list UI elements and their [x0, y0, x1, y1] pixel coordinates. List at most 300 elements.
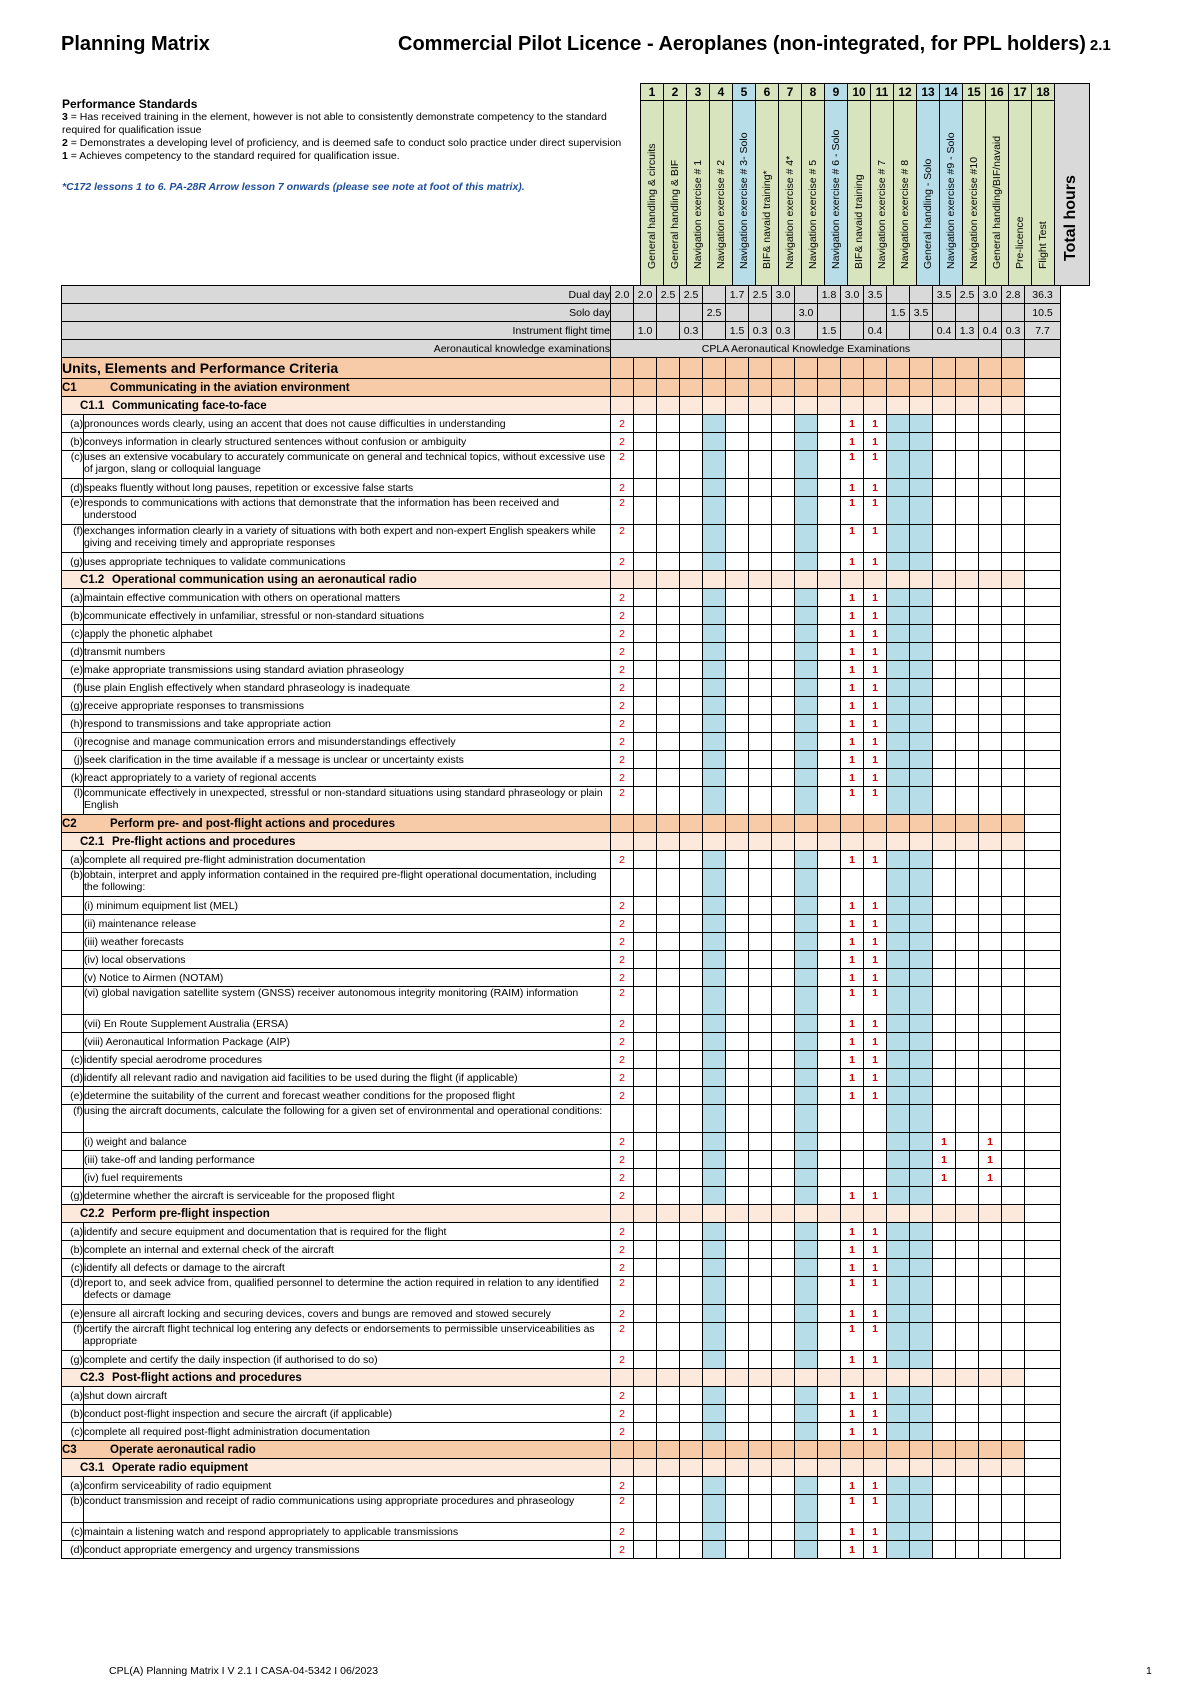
mark-cell: [1002, 1015, 1025, 1033]
performance-mark: 1: [841, 1323, 864, 1351]
mark-cell: [933, 625, 956, 643]
mark-cell: [634, 451, 657, 479]
mark-cell: [772, 1187, 795, 1205]
mark-cell: [703, 553, 726, 571]
performance-mark: 2: [611, 851, 634, 869]
mark-cell: [726, 415, 749, 433]
performance-mark: 2: [611, 643, 634, 661]
mark-cell: [680, 1541, 703, 1559]
criteria-code: (c): [62, 1051, 84, 1069]
mark-cell: [657, 679, 680, 697]
mark-cell: [979, 1305, 1002, 1323]
mark-cell: [887, 1477, 910, 1495]
cell: [749, 1369, 772, 1387]
mark-cell: [703, 1087, 726, 1105]
mark-cell: [956, 851, 979, 869]
mark-cell: [680, 1259, 703, 1277]
hours-value: 3.0: [772, 286, 795, 304]
mark-cell: [933, 1015, 956, 1033]
performance-mark: 2: [611, 1241, 634, 1259]
mark-cell: [933, 497, 956, 525]
mark-cell: [864, 1169, 887, 1187]
lesson-number: 4: [709, 83, 733, 101]
mark-cell: [933, 1477, 956, 1495]
performance-mark: 1: [864, 497, 887, 525]
mark-cell: [749, 1151, 772, 1169]
cell: [680, 1441, 703, 1459]
mark-cell: [680, 951, 703, 969]
performance-mark: 1: [864, 415, 887, 433]
performance-mark: 1: [841, 433, 864, 451]
mark-cell: [657, 497, 680, 525]
mark-cell: [956, 589, 979, 607]
lesson-number: 14: [939, 83, 963, 101]
criteria-code: [62, 987, 84, 1015]
mark-cell: [979, 769, 1002, 787]
criteria-row: [62, 1351, 1061, 1369]
criteria-row: [62, 1277, 1061, 1305]
unit-row: [62, 815, 1061, 833]
cell: [956, 1205, 979, 1223]
mark-cell: [933, 589, 956, 607]
mark-cell: [634, 1277, 657, 1305]
cell: [703, 1369, 726, 1387]
cell: [1025, 433, 1061, 451]
criteria-text: using the aircraft documents, calculate the following for a given set of environmental and operational conditions:: [84, 1105, 611, 1133]
hours-value: 1.5: [887, 304, 910, 322]
mark-cell: [749, 1523, 772, 1541]
mark-cell: [680, 1405, 703, 1423]
mark-cell: [818, 1423, 841, 1441]
mark-cell: [795, 787, 818, 815]
cell: [1025, 787, 1061, 815]
criteria-row: [62, 951, 1061, 969]
cell: [1002, 1369, 1025, 1387]
mark-cell: [818, 1187, 841, 1205]
mark-cell: [887, 415, 910, 433]
performance-mark: 1: [864, 933, 887, 951]
performance-mark: 1: [864, 589, 887, 607]
mark-cell: [680, 1033, 703, 1051]
cell: [611, 1459, 634, 1477]
mark-cell: [887, 1405, 910, 1423]
mark-cell: [910, 1069, 933, 1087]
cell: [726, 1441, 749, 1459]
cell: [864, 1459, 887, 1477]
mark-cell: [956, 1151, 979, 1169]
mark-cell: [956, 1087, 979, 1105]
cell: [910, 833, 933, 851]
mark-cell: [933, 433, 956, 451]
cell: [1025, 1541, 1061, 1559]
element-title: C3.1 Operate radio equipment: [62, 1459, 611, 1477]
mark-cell: [956, 1241, 979, 1259]
element-title: C2.3 Post-flight actions and procedures: [62, 1369, 611, 1387]
hours-value: [864, 304, 887, 322]
hours-row: [62, 322, 1061, 340]
cell: [726, 1205, 749, 1223]
lesson-title: General handling & circuits: [640, 100, 664, 286]
cell: [795, 833, 818, 851]
hours-value: [749, 304, 772, 322]
criteria-text: (iii) take-off and landing performance: [84, 1151, 611, 1169]
mark-cell: [680, 553, 703, 571]
cell: [933, 1441, 956, 1459]
mark-cell: [680, 525, 703, 553]
mark-cell: [680, 1015, 703, 1033]
cell: [795, 358, 818, 379]
mark-cell: [887, 1169, 910, 1187]
criteria-row: [62, 643, 1061, 661]
mark-cell: [910, 1277, 933, 1305]
unit-title: C1 Communicating in the aviation environment: [62, 379, 611, 397]
mark-cell: [772, 1351, 795, 1369]
criteria-text: (i) minimum equipment list (MEL): [84, 897, 611, 915]
criteria-row: [62, 1477, 1061, 1495]
criteria-row: [62, 1387, 1061, 1405]
mark-cell: [979, 1423, 1002, 1441]
criteria-row: [62, 1151, 1061, 1169]
mark-cell: [749, 951, 772, 969]
mark-cell: [634, 679, 657, 697]
mark-cell: [749, 869, 772, 897]
mark-cell: [749, 679, 772, 697]
hours-value: 0.4: [864, 322, 887, 340]
criteria-row: [62, 869, 1061, 897]
lesson-number: 3: [686, 83, 710, 101]
performance-mark: 2: [611, 987, 634, 1015]
mark-cell: [979, 1033, 1002, 1051]
mark-cell: [634, 715, 657, 733]
performance-mark: 1: [841, 987, 864, 1015]
criteria-code: (f): [62, 1323, 84, 1351]
cell: [772, 358, 795, 379]
mark-cell: [726, 1351, 749, 1369]
cell: [1002, 1441, 1025, 1459]
performance-mark: 2: [611, 1033, 634, 1051]
lesson-number: 17: [1008, 83, 1032, 101]
mark-cell: [818, 769, 841, 787]
mark-cell: [933, 1387, 956, 1405]
mark-cell: [979, 869, 1002, 897]
mark-cell: [887, 679, 910, 697]
hours-row: [62, 304, 1061, 322]
ak-row: [62, 340, 1061, 358]
mark-cell: [795, 897, 818, 915]
cell: [887, 358, 910, 379]
mark-cell: [887, 751, 910, 769]
units-header: Units, Elements and Performance Criteria: [62, 358, 611, 379]
mark-cell: [887, 479, 910, 497]
mark-cell: [956, 697, 979, 715]
mark-cell: [795, 1277, 818, 1305]
criteria-row: [62, 733, 1061, 751]
mark-cell: [933, 1323, 956, 1351]
mark-cell: [887, 1259, 910, 1277]
mark-cell: [956, 933, 979, 951]
cell: [1025, 479, 1061, 497]
mark-cell: [703, 1033, 726, 1051]
cell: [1025, 1277, 1061, 1305]
cell: [772, 1369, 795, 1387]
mark-cell: [680, 769, 703, 787]
mark-cell: [703, 851, 726, 869]
cell: [634, 379, 657, 397]
mark-cell: [703, 607, 726, 625]
mark-cell: [1002, 1051, 1025, 1069]
performance-mark: 1: [864, 969, 887, 987]
performance-mark: 1: [864, 1223, 887, 1241]
mark-cell: [726, 451, 749, 479]
mark-cell: [634, 1069, 657, 1087]
criteria-row: [62, 415, 1061, 433]
mark-cell: [749, 1051, 772, 1069]
mark-cell: [634, 1423, 657, 1441]
mark-cell: [795, 915, 818, 933]
performance-mark: 2: [611, 1223, 634, 1241]
criteria-text: conduct transmission and receipt of radio communications using appropriate procedures and phraseology: [84, 1495, 611, 1523]
cell: [634, 1459, 657, 1477]
mark-cell: [703, 1323, 726, 1351]
hours-value: 1.7: [726, 286, 749, 304]
mark-cell: [611, 869, 634, 897]
hours-value: [795, 286, 818, 304]
mark-cell: [749, 1495, 772, 1523]
cell: [979, 1369, 1002, 1387]
mark-cell: [749, 525, 772, 553]
mark-cell: [818, 715, 841, 733]
mark-cell: [933, 1105, 956, 1133]
performance-mark: 2: [611, 751, 634, 769]
mark-cell: [956, 607, 979, 625]
criteria-row: [62, 525, 1061, 553]
hours-total: 36.3: [1025, 286, 1061, 304]
mark-cell: [680, 643, 703, 661]
mark-cell: [772, 1305, 795, 1323]
mark-cell: [1002, 433, 1025, 451]
lesson-number: 18: [1031, 83, 1055, 101]
hours-row: [62, 286, 1061, 304]
mark-cell: [979, 497, 1002, 525]
mark-cell: [657, 553, 680, 571]
lesson-title: General handling/BIF/navaid: [985, 100, 1009, 286]
cell: [1025, 607, 1061, 625]
criteria-code: (b): [62, 433, 84, 451]
cell: [933, 571, 956, 589]
mark-cell: [979, 643, 1002, 661]
performance-mark: 1: [841, 751, 864, 769]
cell: [1002, 1459, 1025, 1477]
mark-cell: [726, 1277, 749, 1305]
cell: [887, 379, 910, 397]
criteria-code: (e): [62, 661, 84, 679]
mark-cell: [910, 1133, 933, 1151]
cell: [956, 1459, 979, 1477]
cell: [1025, 951, 1061, 969]
cell: [841, 1369, 864, 1387]
mark-cell: [1002, 787, 1025, 815]
mark-cell: [657, 733, 680, 751]
mark-cell: [657, 769, 680, 787]
mark-cell: [910, 553, 933, 571]
mark-cell: [749, 733, 772, 751]
cell: [1025, 769, 1061, 787]
cell: [1025, 751, 1061, 769]
cell: [726, 1369, 749, 1387]
mark-cell: [979, 1241, 1002, 1259]
cell: [772, 1205, 795, 1223]
mark-cell: [1002, 1277, 1025, 1305]
mark-cell: [680, 661, 703, 679]
criteria-code: [62, 897, 84, 915]
mark-cell: [657, 751, 680, 769]
mark-cell: [726, 553, 749, 571]
mark-cell: [956, 1523, 979, 1541]
mark-cell: [956, 1405, 979, 1423]
mark-cell: [979, 751, 1002, 769]
criteria-code: [62, 1133, 84, 1151]
mark-cell: [749, 1033, 772, 1051]
performance-mark: 1: [864, 451, 887, 479]
mark-cell: [680, 1223, 703, 1241]
mark-cell: [956, 969, 979, 987]
mark-cell: [795, 1523, 818, 1541]
mark-cell: [818, 1495, 841, 1523]
mark-cell: [887, 1541, 910, 1559]
criteria-row: [62, 1033, 1061, 1051]
mark-cell: [634, 661, 657, 679]
criteria-code: [62, 915, 84, 933]
mark-cell: [910, 1259, 933, 1277]
cell: [818, 571, 841, 589]
cell: [795, 815, 818, 833]
performance-mark: 1: [841, 589, 864, 607]
cell: [726, 358, 749, 379]
mark-cell: [749, 1351, 772, 1369]
cell: [611, 379, 634, 397]
ak-label: Aeronautical knowledge examinations: [62, 340, 611, 358]
criteria-row: [62, 697, 1061, 715]
mark-cell: [1002, 897, 1025, 915]
cell: [1025, 1259, 1061, 1277]
mark-cell: [657, 715, 680, 733]
mark-cell: [979, 969, 1002, 987]
hours-value: [979, 304, 1002, 322]
mark-cell: [657, 933, 680, 951]
mark-cell: [979, 1051, 1002, 1069]
mark-cell: [956, 1423, 979, 1441]
mark-cell: [933, 897, 956, 915]
mark-cell: [910, 1495, 933, 1523]
hours-value: 0.4: [979, 322, 1002, 340]
mark-cell: [910, 661, 933, 679]
mark-cell: [703, 1051, 726, 1069]
mark-cell: [657, 643, 680, 661]
cell: [657, 815, 680, 833]
mark-cell: [703, 869, 726, 897]
mark-cell: [887, 1323, 910, 1351]
mark-cell: [726, 1105, 749, 1133]
mark-cell: [726, 787, 749, 815]
criteria-text: complete and certify the daily inspection (if authorised to do so): [84, 1351, 611, 1369]
mark-cell: [910, 1423, 933, 1441]
mark-cell: [933, 1351, 956, 1369]
mark-cell: [933, 1259, 956, 1277]
cell: [864, 397, 887, 415]
criteria-row: [62, 1169, 1061, 1187]
mark-cell: [703, 751, 726, 769]
mark-cell: [818, 1105, 841, 1133]
mark-cell: [818, 1541, 841, 1559]
mark-cell: [726, 1169, 749, 1187]
criteria-code: (d): [62, 1069, 84, 1087]
mark-cell: [634, 769, 657, 787]
performance-mark: 2: [611, 661, 634, 679]
hours-value: [726, 304, 749, 322]
mark-cell: [634, 1087, 657, 1105]
cell: [680, 1205, 703, 1223]
cell: [772, 815, 795, 833]
performance-standards: [62, 98, 632, 194]
mark-cell: [1002, 1259, 1025, 1277]
mark-cell: [726, 1133, 749, 1151]
cell: [1025, 553, 1061, 571]
mark-cell: [657, 525, 680, 553]
cell: [864, 833, 887, 851]
cell: [1025, 1441, 1061, 1459]
mark-cell: [795, 1069, 818, 1087]
mark-cell: [749, 987, 772, 1015]
mark-cell: [634, 751, 657, 769]
version: 2.1: [1089, 37, 1111, 54]
mark-cell: [1002, 1477, 1025, 1495]
mark-cell: [657, 1033, 680, 1051]
cell: [611, 1205, 634, 1223]
mark-cell: [956, 915, 979, 933]
cell: [841, 833, 864, 851]
cell: [1025, 987, 1061, 1015]
cell: [933, 358, 956, 379]
mark-cell: [864, 1105, 887, 1133]
mark-cell: [795, 525, 818, 553]
mark-cell: [772, 479, 795, 497]
mark-cell: [680, 787, 703, 815]
mark-cell: [726, 969, 749, 987]
mark-cell: [795, 1151, 818, 1169]
performance-mark: 1: [841, 1187, 864, 1205]
mark-cell: [818, 751, 841, 769]
criteria-code: (f): [62, 525, 84, 553]
performance-mark: 1: [864, 733, 887, 751]
mark-cell: [657, 787, 680, 815]
mark-cell: [979, 525, 1002, 553]
mark-cell: [634, 951, 657, 969]
mark-cell: [910, 1323, 933, 1351]
mark-cell: [749, 625, 772, 643]
cell: [818, 833, 841, 851]
document-title-text: Commercial Pilot Licence - Aeroplanes (non-integrated, for PPL holders): [398, 33, 1086, 55]
mark-cell: [956, 733, 979, 751]
mark-cell: [634, 1169, 657, 1187]
mark-cell: [680, 851, 703, 869]
performance-mark: 1: [841, 679, 864, 697]
footer: CPL(A) Planning Matrix I V 2.1 I CASA-04-5342 I 06/2023: [109, 1665, 379, 1677]
mark-cell: [657, 433, 680, 451]
mark-cell: [956, 1187, 979, 1205]
mark-cell: [680, 1277, 703, 1305]
mark-cell: [910, 643, 933, 661]
mark-cell: [657, 951, 680, 969]
